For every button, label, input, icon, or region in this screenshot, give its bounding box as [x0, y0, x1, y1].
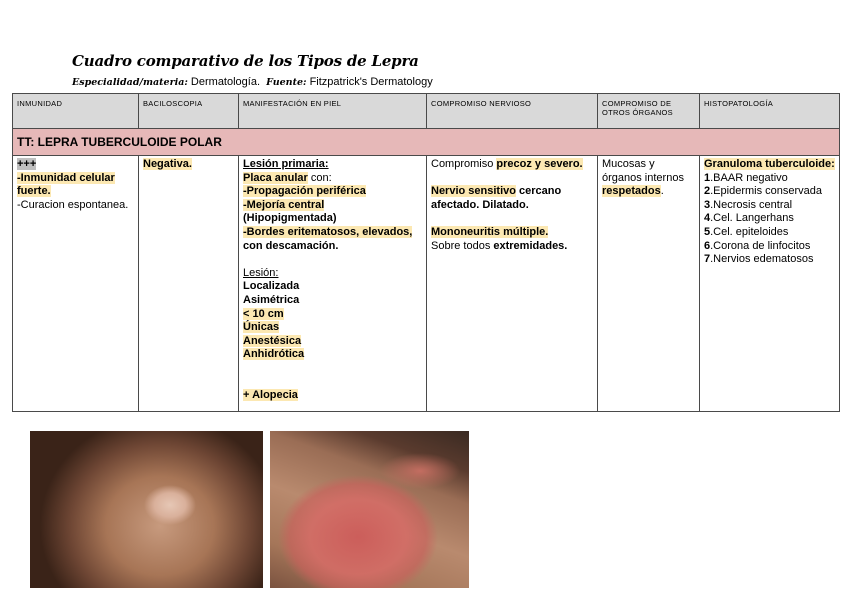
section-title: TT: LEPRA TUBERCULOIDE POLAR: [13, 129, 840, 156]
header-row: [13, 94, 840, 129]
piel-item: con descamación.: [243, 239, 339, 252]
otros-text: Mucosas y órganos internos: [602, 158, 684, 184]
nervio-sensitivo: Nervio sensitivo: [431, 185, 516, 198]
otros-dot: .: [660, 185, 664, 198]
cell-baciloscopia: [139, 156, 239, 412]
lesion-item: Anhidrótica: [243, 348, 305, 361]
header-histopatologia: HISTOPATOLOGÍA: [700, 94, 840, 129]
lesion-item: Únicas: [243, 321, 280, 334]
placa-anular: Placa anular: [243, 171, 308, 184]
histo-title: Granuloma tuberculoide:: [704, 158, 835, 170]
histo-item: 6.Corona de linfocitos: [704, 239, 811, 252]
mononeuritis: Mononeuritis múltiple.: [431, 225, 549, 238]
alopecia: + Alopecia: [243, 389, 298, 402]
piel-item: -Mejoría central: [243, 198, 325, 211]
cell-inmunidad: [13, 156, 139, 412]
header-manifestacion: MANIFESTACIÓN EN PIEL: [239, 94, 427, 129]
table-row: [13, 156, 840, 412]
baciloscopia-value: Negativa.: [143, 158, 192, 170]
header-compromiso-nervioso: COMPROMISO NERVIOSO: [427, 94, 598, 129]
section-row: [13, 129, 840, 156]
lesion-item: Anestésica: [243, 334, 302, 347]
placa-con: con:: [307, 171, 332, 184]
lesion-primaria-label: Lesión primaria:: [243, 158, 329, 170]
document-subtitle: [72, 76, 433, 88]
lesion-item: Localizada: [243, 280, 300, 293]
comparison-table: [12, 93, 840, 412]
materia-label: Especialidad/materia:: [72, 77, 188, 88]
lesion-label: Lesión:: [243, 266, 279, 279]
fuente-label: Fuente:: [266, 77, 307, 88]
histo-item: 1.BAAR negativo: [704, 171, 788, 184]
immunity-line-2: -Curacion espontanea.: [17, 198, 129, 211]
cell-piel: [239, 156, 427, 412]
cell-histopatologia: [700, 156, 840, 412]
immunity-line-1: -Inmunidad celular fuerte.: [17, 171, 115, 198]
lesion-photo-hypopigmented-plaque: [30, 431, 263, 588]
document-title: Cuadro comparativo de los Tipos de Lepra: [72, 52, 419, 70]
histo-item: 4.Cel. Langerhans: [704, 212, 794, 225]
materia-value: Dermatología.: [187, 76, 261, 88]
header-inmunidad: INMUNIDAD: [13, 94, 139, 129]
piel-item: (Hipopigmentada): [243, 212, 337, 225]
piel-item: -Propagación periférica: [243, 185, 366, 198]
cell-nervioso: [427, 156, 598, 412]
nervioso-text: Compromiso: [431, 158, 497, 170]
header-otros-organos: COMPROMISO DE OTROS ÓRGANOS: [598, 94, 700, 129]
nervioso-text: cercano afectado. Dilatado.: [431, 185, 562, 211]
otros-respetados: respetados: [602, 185, 661, 198]
histo-item: 5.Cel. epiteloides: [704, 225, 789, 238]
immunity-grade: +++: [17, 158, 37, 170]
histo-item: 2.Epidermis conservada: [704, 185, 823, 198]
cell-otros-organos: [598, 156, 700, 412]
fuente-value: Fitzpatrick's Dermatology: [306, 76, 433, 88]
lesion-item: Asimétrica: [243, 293, 300, 306]
piel-item: -Bordes eritematosos, elevados,: [243, 225, 413, 238]
lesion-item: < 10 cm: [243, 307, 284, 320]
nervioso-text: extremidades.: [493, 239, 568, 252]
histo-item: 3.Necrosis central: [704, 198, 793, 211]
nervioso-highlight: precoz y severo.: [496, 158, 583, 170]
nervioso-text: Sobre todos: [431, 239, 494, 252]
lesion-photo-erythematous-plaque: [270, 431, 469, 588]
histo-item: 7.Nervios edematosos: [704, 253, 814, 266]
header-baciloscopia: BACILOSCOPIA: [139, 94, 239, 129]
